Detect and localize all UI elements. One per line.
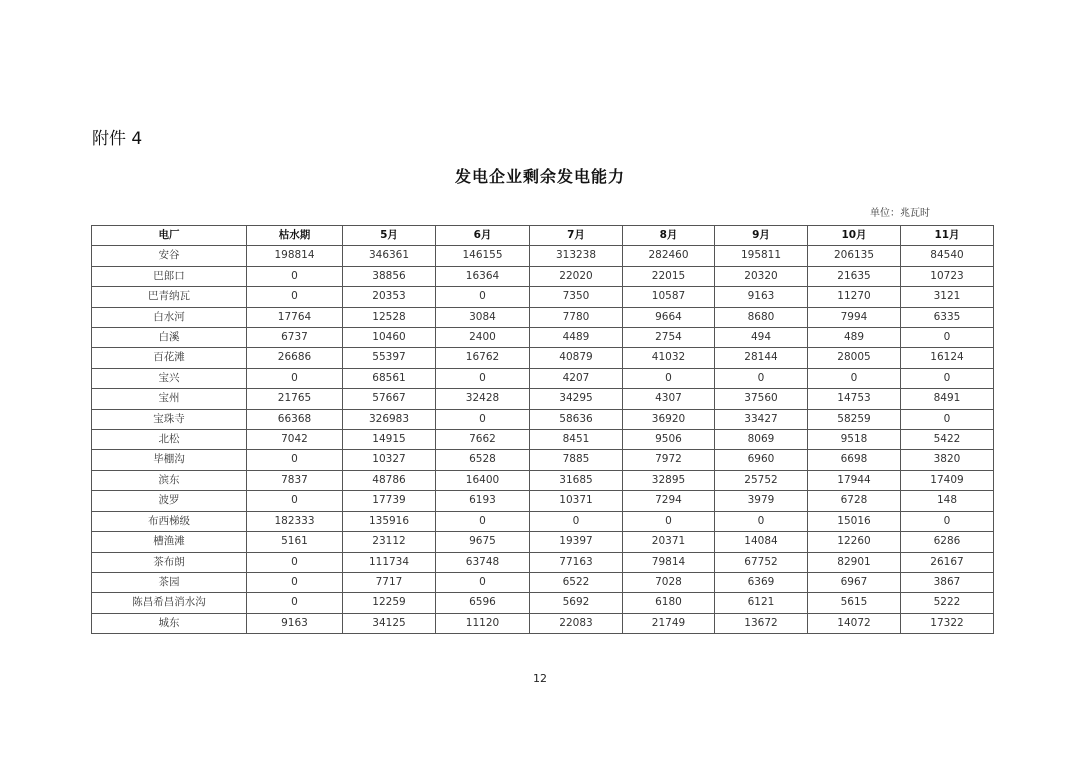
value-cell: 9518 (808, 430, 901, 450)
value-cell: 10371 (530, 491, 623, 511)
value-cell: 77163 (530, 552, 623, 572)
value-cell: 12260 (808, 532, 901, 552)
value-cell: 489 (808, 328, 901, 348)
value-cell: 17322 (901, 613, 994, 633)
value-cell: 6960 (715, 450, 808, 470)
value-cell: 63748 (436, 552, 530, 572)
value-cell: 7350 (530, 287, 623, 307)
plant-name-cell: 宝珠寺 (92, 409, 247, 429)
value-cell: 10460 (343, 328, 436, 348)
value-cell: 494 (715, 328, 808, 348)
value-cell: 182333 (247, 511, 343, 531)
value-cell: 82901 (808, 552, 901, 572)
unit-label: 单位：兆瓦时 (870, 208, 930, 219)
value-cell: 16364 (436, 266, 530, 286)
value-cell: 16762 (436, 348, 530, 368)
plant-name-cell: 巴青纳瓦 (92, 287, 247, 307)
plant-name-cell: 宝兴 (92, 368, 247, 388)
value-cell: 6180 (623, 593, 715, 613)
value-cell: 3084 (436, 307, 530, 327)
value-cell: 326983 (343, 409, 436, 429)
value-cell: 36920 (623, 409, 715, 429)
value-cell: 67752 (715, 552, 808, 572)
value-cell: 17944 (808, 470, 901, 490)
table-row (92, 450, 994, 470)
table-row (92, 409, 994, 429)
value-cell: 22020 (530, 266, 623, 286)
value-cell: 16400 (436, 470, 530, 490)
value-cell: 20371 (623, 532, 715, 552)
value-cell: 9506 (623, 430, 715, 450)
value-cell: 40879 (530, 348, 623, 368)
value-cell: 5615 (808, 593, 901, 613)
table-row (92, 246, 994, 266)
table-row (92, 348, 994, 368)
value-cell: 146155 (436, 246, 530, 266)
table-row (92, 532, 994, 552)
value-cell: 6698 (808, 450, 901, 470)
value-cell: 11120 (436, 613, 530, 633)
table-row (92, 287, 994, 307)
value-cell: 5692 (530, 593, 623, 613)
value-cell: 12259 (343, 593, 436, 613)
capacity-table (91, 225, 994, 634)
value-cell: 6369 (715, 572, 808, 592)
table-row (92, 511, 994, 531)
value-cell: 34125 (343, 613, 436, 633)
value-cell: 31685 (530, 470, 623, 490)
value-cell: 20353 (343, 287, 436, 307)
value-cell: 28144 (715, 348, 808, 368)
value-cell: 0 (247, 491, 343, 511)
value-cell: 0 (247, 572, 343, 592)
value-cell: 37560 (715, 389, 808, 409)
value-cell: 34295 (530, 389, 623, 409)
value-cell: 17739 (343, 491, 436, 511)
value-cell: 7972 (623, 450, 715, 470)
value-cell: 8491 (901, 389, 994, 409)
value-cell: 148 (901, 491, 994, 511)
value-cell: 10587 (623, 287, 715, 307)
value-cell: 23112 (343, 532, 436, 552)
value-cell: 14753 (808, 389, 901, 409)
table-row (92, 572, 994, 592)
value-cell: 3121 (901, 287, 994, 307)
value-cell: 9163 (247, 613, 343, 633)
value-cell: 6193 (436, 491, 530, 511)
value-cell: 10327 (343, 450, 436, 470)
value-cell: 11270 (808, 287, 901, 307)
plant-name-cell: 白水河 (92, 307, 247, 327)
value-cell: 21765 (247, 389, 343, 409)
plant-name-cell: 槽渔滩 (92, 532, 247, 552)
plant-name-cell: 茶园 (92, 572, 247, 592)
value-cell: 32895 (623, 470, 715, 490)
value-cell: 6121 (715, 593, 808, 613)
value-cell: 3867 (901, 572, 994, 592)
table-row (92, 593, 994, 613)
value-cell: 5422 (901, 430, 994, 450)
plant-name-cell: 百花滩 (92, 348, 247, 368)
value-cell: 16124 (901, 348, 994, 368)
value-cell: 21635 (808, 266, 901, 286)
value-cell: 9664 (623, 307, 715, 327)
value-cell: 66368 (247, 409, 343, 429)
value-cell: 14072 (808, 613, 901, 633)
table-body (92, 246, 994, 634)
value-cell: 26686 (247, 348, 343, 368)
value-cell: 6522 (530, 572, 623, 592)
value-cell: 38856 (343, 266, 436, 286)
value-cell: 6596 (436, 593, 530, 613)
value-cell: 12528 (343, 307, 436, 327)
value-cell: 313238 (530, 246, 623, 266)
table-row (92, 613, 994, 633)
value-cell: 0 (623, 511, 715, 531)
value-cell: 58259 (808, 409, 901, 429)
value-cell: 33427 (715, 409, 808, 429)
value-cell: 19397 (530, 532, 623, 552)
table-row (92, 307, 994, 327)
value-cell: 2400 (436, 328, 530, 348)
column-header: 11月 (901, 226, 994, 246)
value-cell: 15016 (808, 511, 901, 531)
value-cell: 6335 (901, 307, 994, 327)
value-cell: 4207 (530, 368, 623, 388)
value-cell: 0 (530, 511, 623, 531)
value-cell: 5161 (247, 532, 343, 552)
value-cell: 0 (436, 409, 530, 429)
value-cell: 0 (436, 287, 530, 307)
value-cell: 2754 (623, 328, 715, 348)
value-cell: 21749 (623, 613, 715, 633)
value-cell: 7717 (343, 572, 436, 592)
table-row (92, 470, 994, 490)
value-cell: 7994 (808, 307, 901, 327)
value-cell: 7780 (530, 307, 623, 327)
value-cell: 7837 (247, 470, 343, 490)
table-header-row (92, 226, 994, 246)
value-cell: 6286 (901, 532, 994, 552)
column-header: 9月 (715, 226, 808, 246)
value-cell: 7662 (436, 430, 530, 450)
value-cell: 25752 (715, 470, 808, 490)
value-cell: 206135 (808, 246, 901, 266)
value-cell: 0 (436, 511, 530, 531)
value-cell: 55397 (343, 348, 436, 368)
value-cell: 6528 (436, 450, 530, 470)
value-cell: 8451 (530, 430, 623, 450)
plant-name-cell: 滨东 (92, 470, 247, 490)
value-cell: 0 (715, 368, 808, 388)
value-cell: 0 (247, 552, 343, 572)
plant-name-cell: 布西梯级 (92, 511, 247, 531)
plant-name-cell: 巴郎口 (92, 266, 247, 286)
value-cell: 135916 (343, 511, 436, 531)
plant-name-cell: 茶布朗 (92, 552, 247, 572)
plant-name-cell: 白溪 (92, 328, 247, 348)
value-cell: 17409 (901, 470, 994, 490)
column-header: 8月 (623, 226, 715, 246)
table-row (92, 552, 994, 572)
column-header: 7月 (530, 226, 623, 246)
value-cell: 0 (715, 511, 808, 531)
value-cell: 10723 (901, 266, 994, 286)
column-header: 10月 (808, 226, 901, 246)
value-cell: 0 (436, 572, 530, 592)
value-cell: 6737 (247, 328, 343, 348)
plant-name-cell: 安谷 (92, 246, 247, 266)
value-cell: 41032 (623, 348, 715, 368)
attachment-label: 附件 4 (92, 129, 143, 149)
value-cell: 6967 (808, 572, 901, 592)
plant-name-cell: 毕棚沟 (92, 450, 247, 470)
value-cell: 84540 (901, 246, 994, 266)
value-cell: 68561 (343, 368, 436, 388)
table-row (92, 328, 994, 348)
value-cell: 346361 (343, 246, 436, 266)
page-title: 发电企业剩余发电能力 (454, 167, 625, 186)
value-cell: 8680 (715, 307, 808, 327)
value-cell: 22083 (530, 613, 623, 633)
value-cell: 0 (436, 368, 530, 388)
value-cell: 7028 (623, 572, 715, 592)
table-row (92, 368, 994, 388)
value-cell: 22015 (623, 266, 715, 286)
column-header: 枯水期 (247, 226, 343, 246)
column-header: 6月 (436, 226, 530, 246)
plant-name-cell: 城东 (92, 613, 247, 633)
value-cell: 9675 (436, 532, 530, 552)
value-cell: 17764 (247, 307, 343, 327)
value-cell: 0 (247, 450, 343, 470)
column-header: 电厂 (92, 226, 247, 246)
table-row (92, 266, 994, 286)
value-cell: 26167 (901, 552, 994, 572)
value-cell: 6728 (808, 491, 901, 511)
plant-name-cell: 波罗 (92, 491, 247, 511)
value-cell: 0 (247, 593, 343, 613)
value-cell: 111734 (343, 552, 436, 572)
value-cell: 7885 (530, 450, 623, 470)
value-cell: 4307 (623, 389, 715, 409)
value-cell: 3979 (715, 491, 808, 511)
value-cell: 32428 (436, 389, 530, 409)
table-row (92, 491, 994, 511)
value-cell: 79814 (623, 552, 715, 572)
value-cell: 0 (901, 328, 994, 348)
value-cell: 0 (623, 368, 715, 388)
value-cell: 0 (901, 368, 994, 388)
value-cell: 48786 (343, 470, 436, 490)
value-cell: 0 (901, 511, 994, 531)
value-cell: 14915 (343, 430, 436, 450)
plant-name-cell: 陈昌希昌消水沟 (92, 593, 247, 613)
value-cell: 0 (247, 266, 343, 286)
value-cell: 28005 (808, 348, 901, 368)
value-cell: 198814 (247, 246, 343, 266)
value-cell: 3820 (901, 450, 994, 470)
value-cell: 195811 (715, 246, 808, 266)
value-cell: 7042 (247, 430, 343, 450)
value-cell: 0 (901, 409, 994, 429)
value-cell: 5222 (901, 593, 994, 613)
table-row (92, 389, 994, 409)
page-number: 12 (533, 672, 547, 685)
value-cell: 0 (808, 368, 901, 388)
value-cell: 7294 (623, 491, 715, 511)
value-cell: 4489 (530, 328, 623, 348)
value-cell: 20320 (715, 266, 808, 286)
value-cell: 9163 (715, 287, 808, 307)
table-row (92, 430, 994, 450)
value-cell: 13672 (715, 613, 808, 633)
column-header: 5月 (343, 226, 436, 246)
value-cell: 0 (247, 287, 343, 307)
value-cell: 58636 (530, 409, 623, 429)
value-cell: 8069 (715, 430, 808, 450)
value-cell: 282460 (623, 246, 715, 266)
value-cell: 57667 (343, 389, 436, 409)
value-cell: 14084 (715, 532, 808, 552)
plant-name-cell: 宝州 (92, 389, 247, 409)
plant-name-cell: 北松 (92, 430, 247, 450)
value-cell: 0 (247, 368, 343, 388)
